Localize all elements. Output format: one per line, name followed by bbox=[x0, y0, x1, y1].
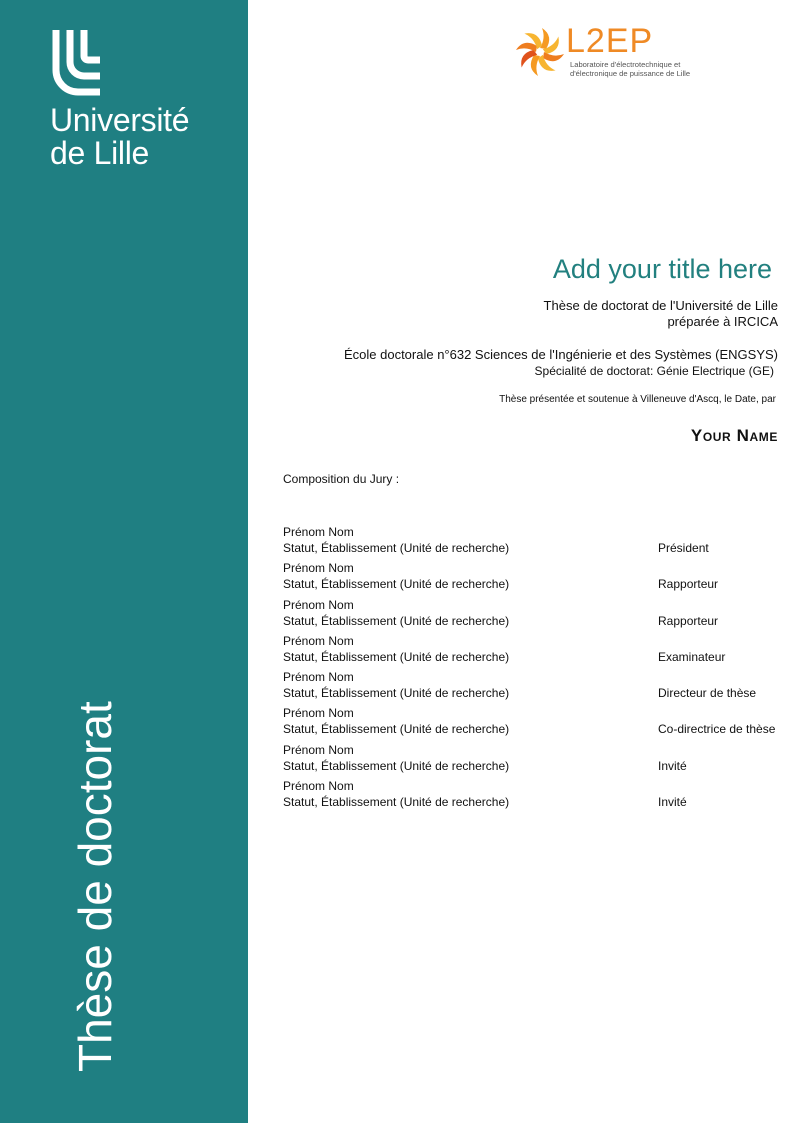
l2ep-acronym: L2EP bbox=[566, 22, 654, 60]
jury-member-institution: Statut, Établissement (Unité de recherche) bbox=[283, 795, 510, 810]
jury-member bbox=[283, 524, 783, 560]
jury-member bbox=[283, 669, 783, 705]
jury-member-role: Président bbox=[658, 541, 709, 555]
jury-label: Composition du Jury : bbox=[283, 472, 400, 486]
jury-member-name: Prénom Nom bbox=[283, 633, 354, 648]
university-name-line2: de Lille bbox=[50, 135, 150, 171]
jury-list bbox=[283, 524, 783, 814]
jury-member-name: Prénom Nom bbox=[283, 525, 354, 539]
sidebar-band bbox=[0, 0, 248, 1123]
universite-de-lille-logo-icon bbox=[50, 30, 106, 96]
thesis-title: Add your title here bbox=[552, 254, 772, 284]
thesis-affiliation bbox=[544, 298, 778, 330]
jury-member-role: Invité bbox=[658, 795, 687, 810]
jury-member bbox=[283, 597, 783, 633]
jury-member-institution: Statut, Établissement (Unité de recherche) bbox=[283, 758, 510, 773]
jury-member-name: Prénom Nom bbox=[283, 670, 354, 685]
jury-member-institution: Statut, Établissement (Unité de recherche) bbox=[283, 577, 510, 592]
university-name bbox=[50, 104, 189, 170]
l2ep-subtitle-line2: d'électronique de puissance de Lille bbox=[570, 69, 691, 78]
jury-member-name: Prénom Nom bbox=[283, 742, 354, 757]
jury-member-role: Invité bbox=[658, 758, 687, 773]
jury-member-institution: Statut, Établissement (Unité de recherche) bbox=[283, 722, 510, 737]
jury-member-name: Prénom Nom bbox=[283, 597, 354, 612]
l2ep-subtitle bbox=[570, 60, 690, 78]
jury-member-role: Examinateur bbox=[658, 649, 726, 664]
l2ep-sun-icon bbox=[514, 26, 566, 78]
doctoral-school-block bbox=[344, 347, 778, 379]
jury-member-role: Rapporteur bbox=[658, 577, 719, 592]
jury-member-role: Directeur de thèse bbox=[658, 686, 757, 701]
jury-member-role: Co-directrice de thèse bbox=[658, 722, 776, 737]
thesis-university-line: Thèse de doctorat de l'Université de Lille bbox=[543, 298, 778, 313]
jury-member-role: Rapporteur bbox=[658, 613, 719, 628]
jury-member bbox=[283, 778, 783, 814]
jury-member-institution: Statut, Établissement (Unité de recherche) bbox=[283, 649, 510, 664]
jury-member-name: Prénom Nom bbox=[283, 779, 354, 794]
jury-member-institution: Statut, Établissement (Unité de recherche) bbox=[283, 613, 510, 628]
vertical-thesis-label: Thèse de doctorat bbox=[69, 701, 121, 1072]
thesis-prepared-line: préparée à IRCICA bbox=[667, 314, 778, 329]
l2ep-subtitle-line1: Laboratoire d'électrotechnique et bbox=[570, 60, 681, 69]
defense-info: Thèse présentée et soutenue à Villeneuve d'Ascq, le Date, par bbox=[499, 394, 776, 405]
jury-member-name: Prénom Nom bbox=[283, 561, 354, 576]
university-name-line1: Université bbox=[50, 102, 190, 138]
jury-member bbox=[283, 742, 783, 778]
jury-member bbox=[283, 633, 783, 669]
jury-member bbox=[283, 560, 783, 596]
jury-member-institution: Statut, Établissement (Unité de recherche) bbox=[283, 541, 510, 555]
jury-member-name: Prénom Nom bbox=[283, 706, 354, 721]
doctoral-school: École doctorale n°632 Sciences de l'Ingénierie et des Systèmes (ENGSYS) bbox=[343, 347, 778, 362]
jury-member-institution: Statut, Établissement (Unité de recherche) bbox=[283, 686, 510, 701]
author-name: Your Name bbox=[690, 426, 778, 445]
jury-member bbox=[283, 705, 783, 741]
specialty: Spécialité de doctorat: Génie Electrique (GE) bbox=[534, 364, 774, 378]
